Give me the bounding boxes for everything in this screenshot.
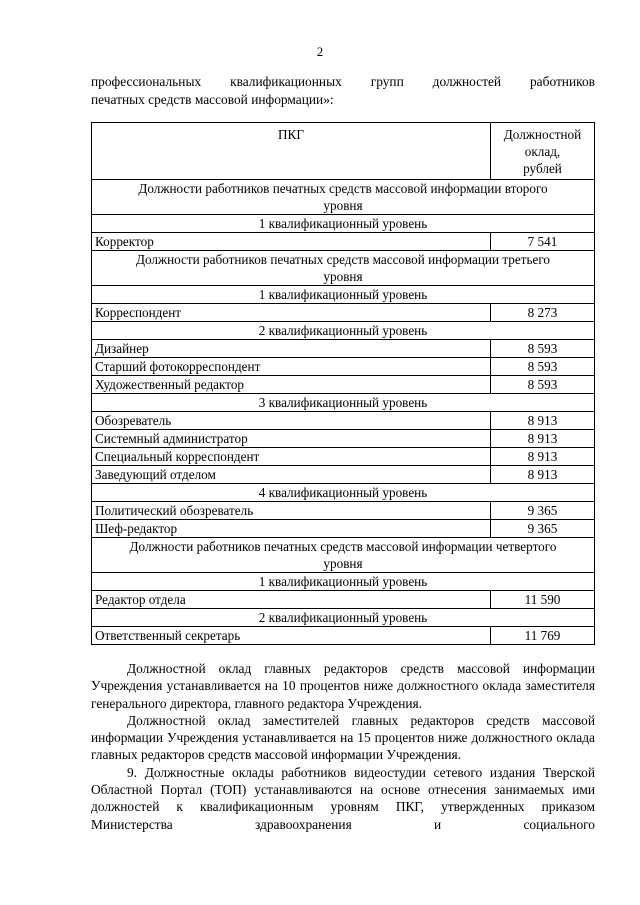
level-row (92, 322, 595, 340)
level-title: 3 квалификационный уровень (92, 394, 595, 412)
position-name: Системный администратор (92, 430, 491, 448)
group-row (92, 180, 595, 215)
level-title: 2 квалификационный уровень (92, 609, 595, 627)
position-salary: 9 365 (491, 502, 595, 520)
header-pkg: ПКГ (92, 123, 491, 180)
position-name: Старший фотокорреспондент (92, 358, 491, 376)
position-salary: 11 769 (491, 627, 595, 645)
level-title: 1 квалификационный уровень (92, 286, 595, 304)
table-row (92, 448, 595, 466)
position-name: Корреспондент (92, 304, 491, 322)
table-row (92, 358, 595, 376)
level-row (92, 484, 595, 502)
position-salary: 8 593 (491, 376, 595, 394)
table-row (92, 520, 595, 538)
level-row (92, 394, 595, 412)
position-salary: 11 590 (491, 591, 595, 609)
level-row (92, 609, 595, 627)
level-title: 4 квалификационный уровень (92, 484, 595, 502)
position-name: Редактор отдела (92, 591, 491, 609)
level-title: 1 квалификационный уровень (92, 215, 595, 233)
table-row (92, 304, 595, 322)
position-salary: 8 593 (491, 358, 595, 376)
position-salary: 8 273 (491, 304, 595, 322)
table-row (92, 340, 595, 358)
header-salary-line: рублей (523, 161, 562, 176)
position-name: Заведующий отделом (92, 466, 491, 484)
position-name: Художественный редактор (92, 376, 491, 394)
table-row (92, 430, 595, 448)
group-row (92, 538, 595, 573)
group-title: Должности работников печатных средств массовой информации третьего уровня (92, 251, 595, 286)
level-row (92, 215, 595, 233)
body-paragraphs (91, 660, 595, 833)
table-row (92, 233, 595, 251)
table-row (92, 412, 595, 430)
table-body (92, 180, 595, 645)
paragraph-chief-editor-salary: Должностной оклад главных редакторов средств массовой информации Учреждения устанавливается на 10 процентов ниже должностного оклада заместителя генерального директора, главного редактора Учреждения. (91, 661, 595, 711)
group-row (92, 251, 595, 286)
level-row (92, 286, 595, 304)
position-salary: 7 541 (491, 233, 595, 251)
intro-line-1: профессиональных квалификационных групп должностей работников (91, 74, 595, 89)
position-name: Специальный корреспондент (92, 448, 491, 466)
table-header-row (92, 123, 595, 180)
table-row (92, 502, 595, 520)
position-name: Корректор (92, 233, 491, 251)
position-salary: 8 913 (491, 448, 595, 466)
header-salary-line: оклад, (524, 144, 561, 159)
position-name: Обозреватель (92, 412, 491, 430)
position-salary: 9 365 (491, 520, 595, 538)
position-name: Шеф-редактор (92, 520, 491, 538)
table-row (92, 376, 595, 394)
header-salary-line: Должностной (503, 127, 582, 142)
position-salary: 8 913 (491, 466, 595, 484)
paragraph-video-studio: 9. Должностные оклады работников видеостудии сетевого издания Тверской Областной Портал (ТОП) устанавливаются на основе отнесения занимаемых ими должностей к квалификационным уровням ПКГ, утвержденных приказом Министерства здравоохранения и социального (91, 764, 595, 832)
group-title: Должности работников печатных средств массовой информации четвертого уровня (92, 538, 595, 573)
group-title: Должности работников печатных средств массовой информации второго уровня (92, 180, 595, 215)
table-row (92, 466, 595, 484)
position-salary: 8 593 (491, 340, 595, 358)
level-row (92, 573, 595, 591)
page-number: 2 (316, 44, 324, 59)
header-salary (491, 123, 595, 180)
position-salary: 8 913 (491, 412, 595, 430)
position-name: Политический обозреватель (92, 502, 491, 520)
salary-table (91, 122, 595, 645)
level-title: 2 квалификационный уровень (92, 322, 595, 340)
table-row (92, 591, 595, 609)
position-name: Дизайнер (92, 340, 491, 358)
intro-text (91, 73, 595, 109)
intro-line-2: печатных средств массовой информации»: (91, 92, 334, 107)
table-row (92, 627, 595, 645)
level-title: 1 квалификационный уровень (92, 573, 595, 591)
position-name: Ответственный секретарь (92, 627, 491, 645)
paragraph-deputy-editor-salary: Должностной оклад заместителей главных редакторов средств массовой информации Учреждения устанавливается на 15 процентов ниже должностного оклада главных редакторов средств массовой информации Учреждения. (91, 712, 595, 763)
position-salary: 8 913 (491, 430, 595, 448)
